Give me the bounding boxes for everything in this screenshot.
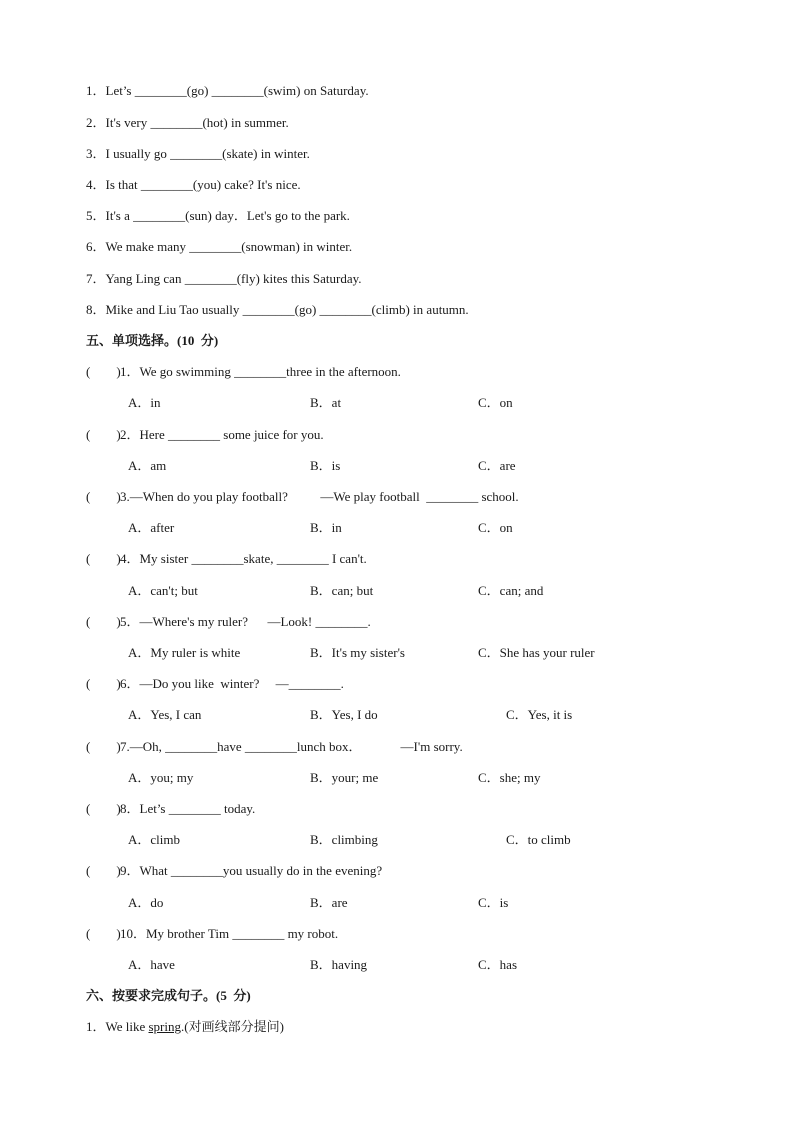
- question-stem: 10．My brother Tim ________ my robot.: [120, 926, 339, 941]
- question-stem: 7.—Oh, ________have ________lunch box． —I'm sorry.: [120, 739, 463, 754]
- fill-in-line-6: 6．We make many ________(snowman) in winter.: [86, 239, 353, 254]
- option-b: B．climbing: [310, 832, 378, 847]
- option-c: C．has: [478, 957, 518, 972]
- option-a: A．Yes, I can: [128, 707, 202, 722]
- answer-paren: ( ): [86, 801, 121, 816]
- fill-in-line-5: 5．It's a ________(sun) day．Let's go to the park.: [86, 208, 350, 223]
- question-stem: 1．We go swimming ________three in the afternoon.: [120, 364, 401, 379]
- question-stem: 4．My sister ________skate, ________ I can't.: [120, 551, 367, 566]
- option-a: A．you; my: [128, 770, 194, 785]
- question-stem: 3.—When do you play football? —We play football ________ school.: [120, 489, 519, 504]
- answer-paren: ( ): [86, 364, 121, 379]
- option-b: B．can; but: [310, 583, 374, 598]
- option-c: C．She has your ruler: [478, 645, 595, 660]
- fill-in-line-8: 8．Mike and Liu Tao usually ________(go) ________(climb) in autumn.: [86, 302, 469, 317]
- answer-paren: ( ): [86, 926, 121, 941]
- answer-paren: ( ): [86, 489, 121, 504]
- option-b: B．your; me: [310, 770, 379, 785]
- option-c: C．is: [478, 895, 509, 910]
- option-a: A．do: [128, 895, 164, 910]
- option-c: C．Yes, it is: [506, 707, 573, 722]
- option-b: B．are: [310, 895, 348, 910]
- fill-in-line-4: 4．Is that ________(you) cake? It's nice.: [86, 177, 301, 192]
- option-b: B．having: [310, 957, 368, 972]
- section5-heading: 五、单项选择。(10 分): [86, 333, 219, 348]
- option-c: C．on: [478, 520, 513, 535]
- option-c: C．to climb: [506, 832, 571, 847]
- option-c: C．are: [478, 458, 516, 473]
- option-a: A．after: [128, 520, 175, 535]
- rewrite-suffix: .(对画线部分提问): [181, 1019, 284, 1034]
- question-stem: 9．What ________you usually do in the evening?: [120, 863, 383, 878]
- option-a: A．in: [128, 395, 161, 410]
- option-c: C．on: [478, 395, 513, 410]
- option-b: B．in: [310, 520, 342, 535]
- option-a: A．am: [128, 458, 167, 473]
- answer-paren: ( ): [86, 614, 121, 629]
- fill-in-line-3: 3．I usually go ________(skate) in winter.: [86, 146, 310, 161]
- question-stem: 6．—Do you like winter? —________.: [120, 676, 344, 691]
- answer-paren: ( ): [86, 739, 121, 754]
- answer-paren: ( ): [86, 863, 121, 878]
- question-stem: 2．Here ________ some juice for you.: [120, 427, 324, 442]
- answer-paren: ( ): [86, 676, 121, 691]
- option-c: C．she; my: [478, 770, 541, 785]
- option-a: A．climb: [128, 832, 180, 847]
- option-b: B．is: [310, 458, 341, 473]
- fill-in-line-1: 1．Let’s ________(go) ________(swim) on Saturday.: [86, 83, 369, 98]
- option-a: A．My ruler is white: [128, 645, 241, 660]
- fill-in-line-7: 7．Yang Ling can ________(fly) kites this Saturday.: [86, 271, 362, 286]
- question-stem: 5．—Where's my ruler? —Look! ________.: [120, 614, 371, 629]
- option-a: A．can't; but: [128, 583, 198, 598]
- fill-in-line-2: 2．It's very ________(hot) in summer.: [86, 115, 289, 130]
- option-b: B．Yes, I do: [310, 707, 378, 722]
- rewrite-prefix: 1．We like: [86, 1019, 149, 1034]
- question-stem: 8．Let’s ________ today.: [120, 801, 256, 816]
- option-b: B．at: [310, 395, 342, 410]
- option-a: A．have: [128, 957, 175, 972]
- answer-paren: ( ): [86, 551, 121, 566]
- option-b: B．It's my sister's: [310, 645, 405, 660]
- underlined-word: spring: [148, 1019, 181, 1034]
- rewrite-line-1: [86, 1019, 284, 1035]
- option-c: C．can; and: [478, 583, 544, 598]
- answer-paren: ( ): [86, 427, 121, 442]
- section6-heading: 六、按要求完成句子。(5 分): [86, 988, 251, 1003]
